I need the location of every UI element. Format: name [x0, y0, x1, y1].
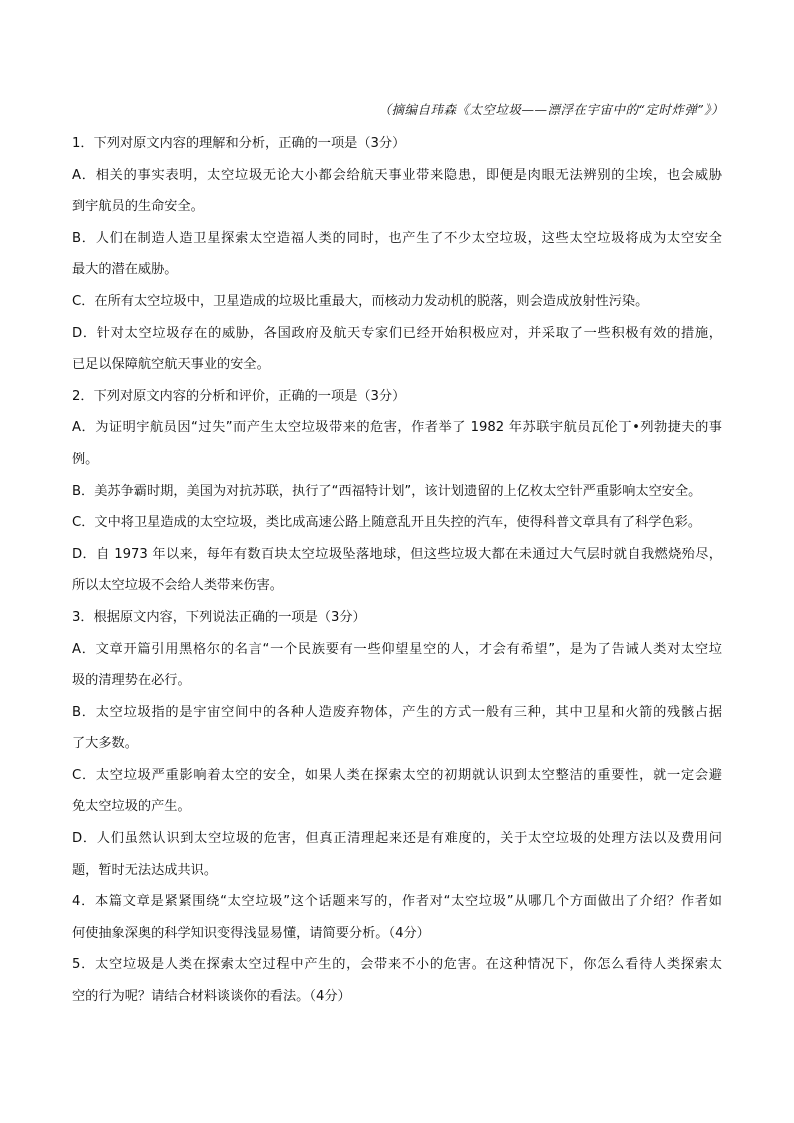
question-2-option-d: D．自 1973 年以来，每年有数百块太空垃圾坠落地球，但这些垃圾大都在未通过大气层时就自我燃烧殆尽， — [72, 546, 722, 562]
question-1-stem: 1．下列对原文内容的理解和分析，正确的一项是（3分） — [72, 136, 406, 151]
question-5-stem-cont: 空的行为呢？请结合材料谈谈你的看法。（4分） — [72, 989, 351, 1005]
question-2-option-a-cont: 例。 — [72, 451, 99, 467]
question-3-option-c-cont: 免太空垃圾的产生。 — [72, 799, 191, 815]
question-3-stem: 3．根据原文内容，下列说法正确的一项是（3分） — [72, 609, 366, 625]
question-1-option-d-cont: 已足以保障航空航天事业的安全。 — [72, 357, 270, 373]
question-1-option-d: D．针对太空垃圾存在的威胁，各国政府及航天专家们已经开始积极应对，并采取了一些积极有效的措施， — [72, 325, 722, 341]
question-3-option-d-cont: 题，暂时无法达成共识。 — [72, 862, 218, 878]
question-2-option-b: B．美苏争霸时期，美国为对抗苏联，执行了“西福特计划”，该计划遗留的上亿枚太空针严重影响太空安全。 — [72, 483, 702, 499]
question-3-option-b-cont: 了大多数。 — [72, 736, 138, 752]
question-1-option-a-cont: 到宇航员的生命安全。 — [72, 199, 204, 215]
question-5-stem: 5．太空垃圾是人类在探索太空过程中产生的，会带来不小的危害。在这种情况下，你怎么看待人类探索太 — [72, 957, 722, 973]
question-4-stem: 4．本篇文章是紧紧围绕“太空垃圾”这个话题来写的，作者对“太空垃圾”从哪几个方面做出了介绍？作者如 — [72, 894, 722, 910]
question-2-stem: 2．下列对原文内容的分析和评价，正确的一项是（3分） — [72, 388, 406, 404]
question-1-option-b-cont: 最大的潜在威胁。 — [72, 262, 178, 278]
source-citation: （摘编自玮森《太空垃圾——漂浮在宇宙中的“定时炸弹”》） — [378, 102, 724, 117]
question-3-option-a-cont: 圾的清理势在必行。 — [72, 673, 191, 689]
question-2-option-c: C．文中将卫星造成的太空垃圾，类比成高速公路上随意乱开且失控的汽车，使得科普文章具有了科学色彩。 — [72, 515, 702, 531]
question-3-option-d: D．人们虽然认识到太空垃圾的危害，但真正清理起来还是有难度的，关于太空垃圾的处理方法以及费用问 — [72, 831, 722, 847]
question-1-option-c: C．在所有太空垃圾中，卫星造成的垃圾比重最大，而核动力发动机的脱落，则会造成放射性污染。 — [72, 293, 649, 309]
question-3-option-c: C．太空垃圾严重影响着太空的安全，如果人类在探索太空的初期就认识到太空整洁的重要性，就一定会避 — [72, 767, 722, 783]
question-1-option-a: A．相关的事实表明，太空垃圾无论大小都会给航天事业带来隐患，即便是肉眼无法辨别的尘埃，也会威胁 — [72, 167, 722, 183]
question-4-stem-cont: 何使抽象深奥的科学知识变得浅显易懂，请简要分析。（4分） — [72, 925, 430, 941]
question-content — [72, 128, 722, 1013]
question-1-option-b: B．人们在制造人造卫星探索太空造福人类的同时，也产生了不少太空垃圾，这些太空垃圾将成为太空安全 — [72, 230, 722, 246]
question-2-option-d-cont: 所以太空垃圾不会给人类带来伤害。 — [72, 578, 283, 594]
question-3-option-b: B．太空垃圾指的是宇宙空间中的各种人造废弃物体，产生的方式一般有三种，其中卫星和火箭的残骸占据 — [72, 704, 722, 720]
question-3-option-a: A．文章开篇引用黑格尔的名言“一个民族要有一些仰望星空的人，才会有希望”，是为了告诫人类对太空垃 — [72, 641, 722, 657]
question-2-option-a: A．为证明宇航员因“过失”而产生太空垃圾带来的危害，作者举了 1982 年苏联宇航员瓦伦丁•列勃捷夫的事 — [72, 420, 722, 436]
